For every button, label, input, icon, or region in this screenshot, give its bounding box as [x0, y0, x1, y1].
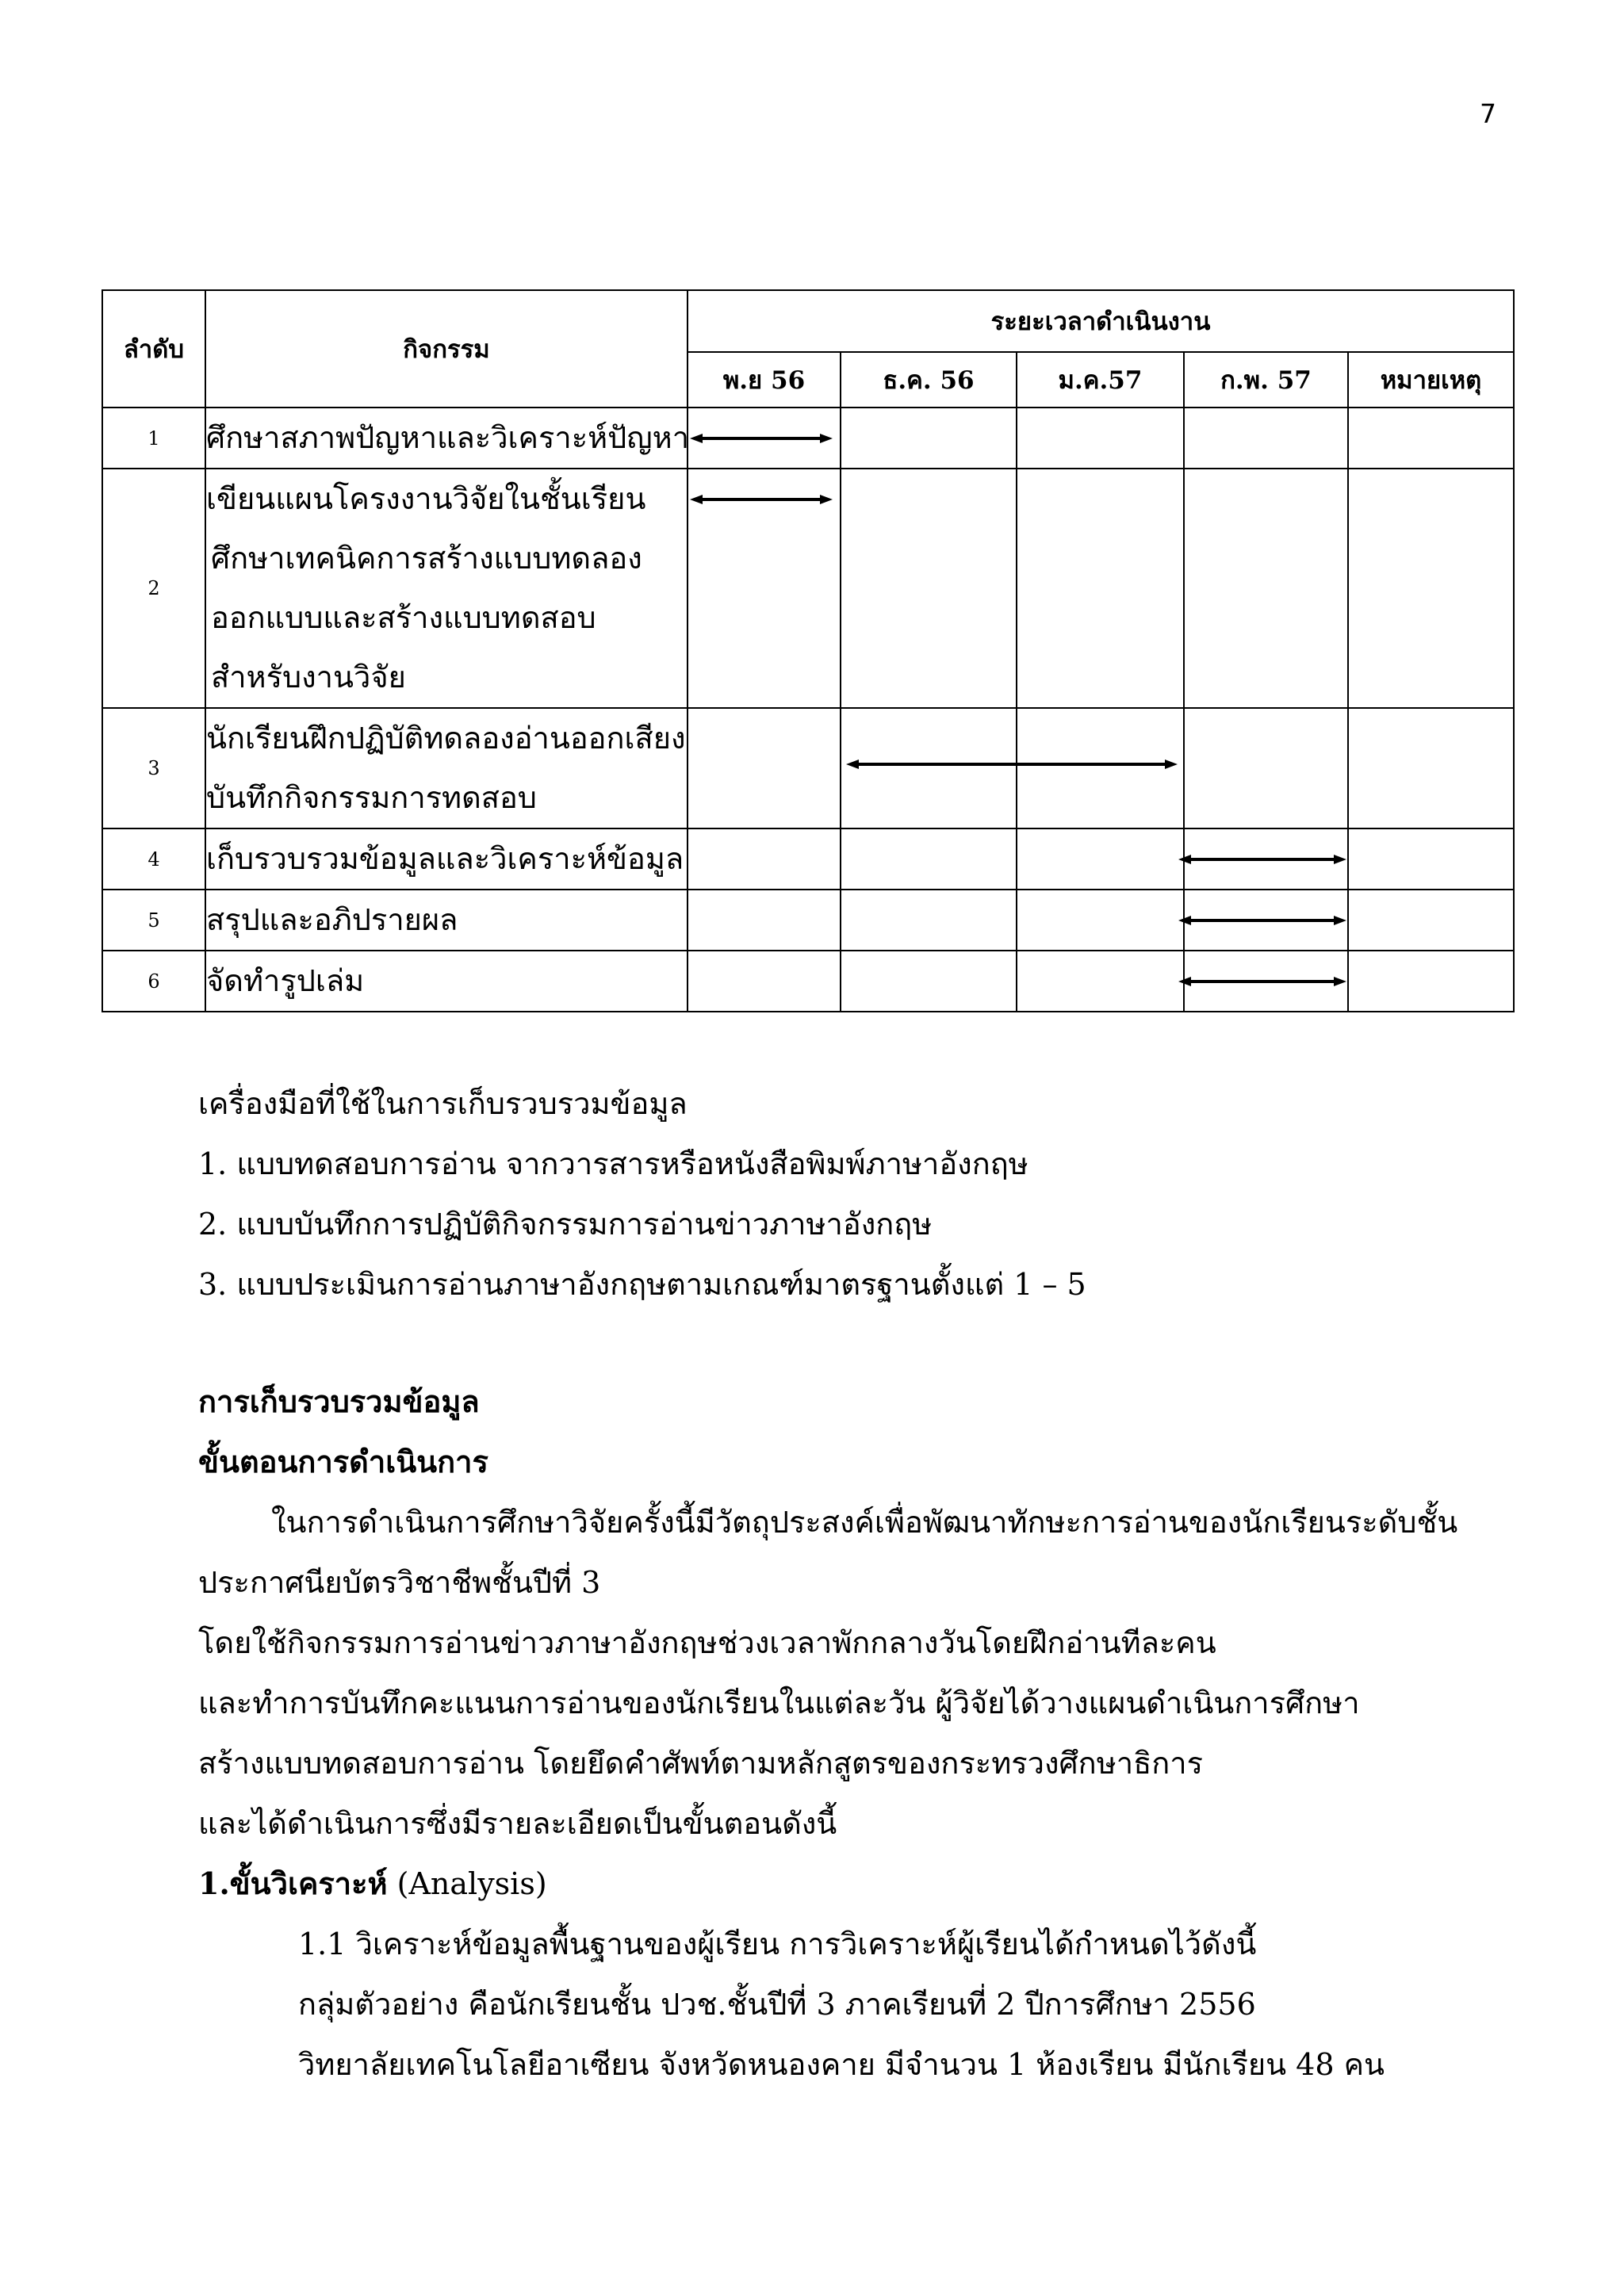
page-number: 7 [1480, 98, 1496, 129]
month-cell [1184, 890, 1348, 951]
header-period: ระยะเวลาดำเนินงาน [688, 290, 1514, 352]
activity-line: ศึกษาสภาพปัญหาและวิเคราะห์ปัญหา [206, 420, 690, 455]
row-number: 6 [102, 951, 205, 1012]
month-cell [1348, 828, 1514, 890]
step-line: วิทยาลัยเทคโนโลยีอาเซียน จังหวัดหนองคาย มีจำนวน 1 ห้องเรียน มีนักเรียน 48 คน [298, 2047, 1385, 2082]
timeline-arrow [1178, 855, 1346, 864]
header-month-nov: พ.ย 56 [688, 352, 841, 408]
activity-cell [205, 708, 688, 828]
paragraph-line: โดยใช้กิจกรรมการอ่านข่าวภาษาอังกฤษช่วงเวลาพักกลางวันโดยฝึกอ่านทีละคน [198, 1625, 1216, 1660]
month-cell [1348, 469, 1514, 708]
activity-cell [205, 469, 688, 708]
activity-cell [205, 828, 688, 890]
paragraph-line: และทำการบันทึกคะแนนการอ่านของนักเรียนในแต่ละวัน ผู้วิจัยได้วางแผนดำเนินการศึกษา [198, 1686, 1360, 1720]
month-cell [1348, 408, 1514, 469]
header-month-jan: ม.ค.57 [1017, 352, 1184, 408]
header-month-feb: ก.พ. 57 [1184, 352, 1348, 408]
tools-item: 1. แบบทดสอบการอ่าน จากวารสารหรือหนังสือพิมพ์ภาษาอังกฤษ [198, 1146, 1028, 1181]
month-cell [841, 951, 1017, 1012]
month-cell [1017, 828, 1184, 890]
row-number: 4 [102, 828, 205, 890]
month-cell [1017, 951, 1184, 1012]
month-cell [1017, 408, 1184, 469]
activity-line: ศึกษาเทคนิคการสร้างแบบทดลอง [211, 541, 642, 576]
table-row [102, 890, 1514, 951]
activity-line: สำหรับงานวิจัย [211, 660, 406, 695]
activity-line: เก็บรวบรวมข้อมูลและวิเคราะห์ข้อมูล [206, 841, 684, 876]
step-line: 1.1 วิเคราะห์ข้อมูลพื้นฐานของผู้เรียน การวิเคราะห์ผู้เรียนได้กำหนดไว้ดังนี้ [298, 1927, 1257, 1961]
month-cell [1348, 708, 1514, 828]
paragraph-line: สร้างแบบทดสอบการอ่าน โดยยึดคำศัพท์ตามหลักสูตรของกระทรวงศึกษาธิการ [198, 1746, 1204, 1781]
header-activity: กิจกรรม [205, 290, 688, 408]
collection-subheading: ขั้นตอนการดำเนินการ [198, 1444, 488, 1479]
step-heading-bold: 1.ขั้นวิเคราะห์ [198, 1866, 388, 1901]
timeline-arrow [1178, 916, 1346, 925]
month-cell [688, 828, 841, 890]
activity-line: บันทึกกิจกรรมการทดสอบ [206, 780, 537, 815]
timeline-arrow [1178, 977, 1346, 986]
month-cell [1184, 708, 1348, 828]
month-cell [688, 408, 841, 469]
month-cell [688, 951, 841, 1012]
month-cell [1017, 890, 1184, 951]
month-cell [1348, 890, 1514, 951]
row-number: 1 [102, 408, 205, 469]
month-cell [841, 890, 1017, 951]
table-row [102, 408, 1514, 469]
paragraph-line: ประกาศนียบัตรวิชาชีพชั้นปีที่ 3 [198, 1565, 601, 1600]
table-row [102, 951, 1514, 1012]
timeline-arrow [690, 495, 833, 504]
activity-line: สรุปและอภิปรายผล [206, 902, 458, 937]
month-cell [841, 828, 1017, 890]
row-number: 2 [102, 469, 205, 708]
activity-cell [205, 890, 688, 951]
month-cell [688, 708, 841, 828]
row-number: 5 [102, 890, 205, 951]
table-row [102, 828, 1514, 890]
step-heading [198, 1865, 547, 1903]
month-cell [1184, 469, 1348, 708]
header-order: ลำดับ [102, 290, 205, 408]
activity-cell [205, 408, 688, 469]
row-number: 3 [102, 708, 205, 828]
month-cell [841, 708, 1017, 828]
timeline-arrow [690, 434, 833, 443]
month-cell [688, 890, 841, 951]
collection-heading: การเก็บรวบรวมข้อมูล [198, 1383, 480, 1419]
month-cell [841, 408, 1017, 469]
step-line: กลุ่มตัวอย่าง คือนักเรียนชั้น ปวช.ชั้นปีที่ 3 ภาคเรียนที่ 2 ปีการศึกษา 2556 [298, 1987, 1256, 2022]
month-cell [1017, 469, 1184, 708]
schedule-table [102, 289, 1515, 1012]
month-cell [1184, 951, 1348, 1012]
month-cell [841, 469, 1017, 708]
tools-heading: เครื่องมือที่ใช้ในการเก็บรวบรวมข้อมูล [198, 1086, 688, 1121]
activity-line: นักเรียนฝึกปฏิบัติทดลองอ่านออกเสียง [206, 721, 686, 756]
header-month-dec: ธ.ค. 56 [841, 352, 1017, 408]
header-remarks: หมายเหตุ [1348, 352, 1514, 408]
month-cell [1017, 708, 1184, 828]
activity-line: เขียนแผนโครงงานวิจัยในชั้นเรียน [206, 481, 646, 516]
month-cell [1184, 408, 1348, 469]
activity-line: จัดทำรูปเล่ม [206, 963, 365, 998]
step-heading-rest: (Analysis) [387, 1866, 547, 1901]
activity-line: ออกแบบและสร้างแบบทดสอบ [211, 600, 596, 635]
month-cell [688, 469, 841, 708]
month-cell [1348, 951, 1514, 1012]
paragraph-line: ในการดำเนินการศึกษาวิจัยครั้งนี้มีวัตถุประสงค์เพื่อพัฒนาทักษะการอ่านของนักเรียนระดับชั้น [271, 1505, 1458, 1540]
month-cell [1184, 828, 1348, 890]
table-row [102, 708, 1514, 828]
tools-item: 3. แบบประเมินการอ่านภาษาอังกฤษตามเกณฑ์มาตรฐานตั้งแต่ 1 – 5 [198, 1267, 1086, 1302]
activity-cell [205, 951, 688, 1012]
tools-item: 2. แบบบันทึกการปฏิบัติกิจกรรมการอ่านข่าวภาษาอังกฤษ [198, 1207, 933, 1242]
table-row [102, 469, 1514, 708]
paragraph-line: และได้ดำเนินการซึ่งมีรายละเอียดเป็นขั้นตอนดังนี้ [198, 1806, 837, 1841]
